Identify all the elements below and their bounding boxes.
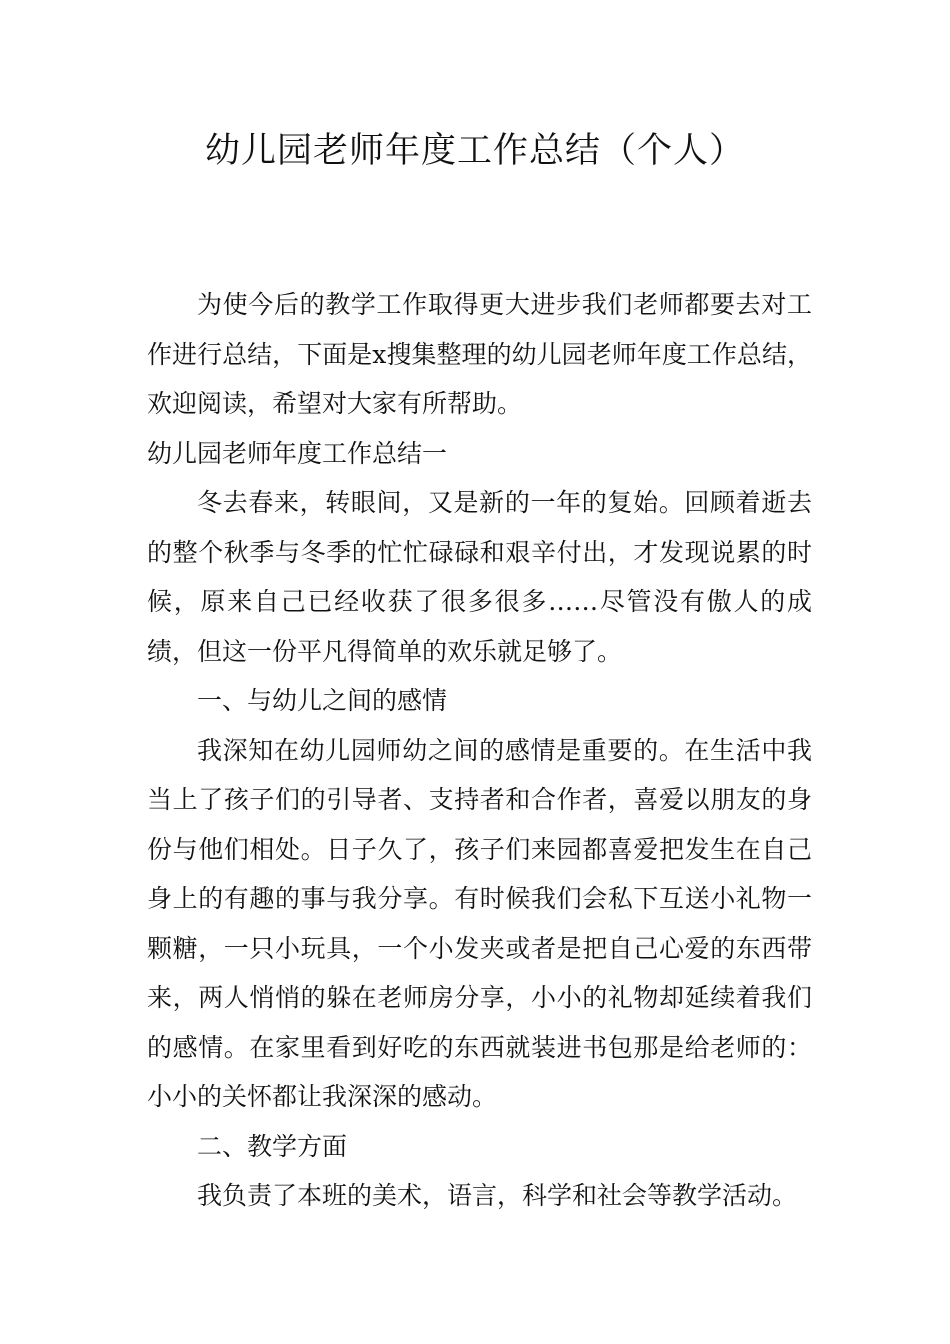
- subheading-teaching: 二、教学方面: [197, 1131, 348, 1161]
- relationship-paragraph: 我深知在幼儿园师幼之间的感情是重要的。在生活中我当上了孩子们的引导者、支持者和合作者，喜爱以朋友的身份与他们相处。日子久了，孩子们来园都喜爱把发生在自己身上的有趣的事与我分享。有时候我们会私下互送小礼物一颗糖，一只小玩具，一个小发夹或者是把自己心爱的东西带来，两人悄悄的躲在老师房分享，小小的礼物却延续着我们的感情。在家里看到好吃的东西就装进书包那是给老师的：小小的关怀都让我深深的感动。: [147, 735, 812, 1111]
- opening-paragraph: 冬去春来，转眼间，又是新的一年的复始。回顾着逝去的整个秋季与冬季的忙忙碌碌和艰辛付出，才发现说累的时候，原来自己已经收获了很多很多……尽管没有傲人的成绩，但这一份平凡得简单的欢乐就足够了。: [147, 488, 812, 666]
- subheading-relationship: 一、与幼儿之间的感情: [197, 686, 448, 715]
- section-heading-summary-one: 幼儿园老师年度工作总结一: [147, 438, 448, 468]
- teaching-paragraph: 我负责了本班的美术，语言，科学和社会等教学活动。: [197, 1181, 798, 1210]
- intro-paragraph: 为使今后的教学工作取得更大进步我们老师都要去对工作进行总结，下面是x搜集整理的幼儿园老师年度工作总结，欢迎阅读，希望对大家有所帮助。: [147, 290, 812, 418]
- document-body: [147, 280, 812, 1221]
- document-title: 幼儿园老师年度工作总结（个人）: [204, 131, 745, 171]
